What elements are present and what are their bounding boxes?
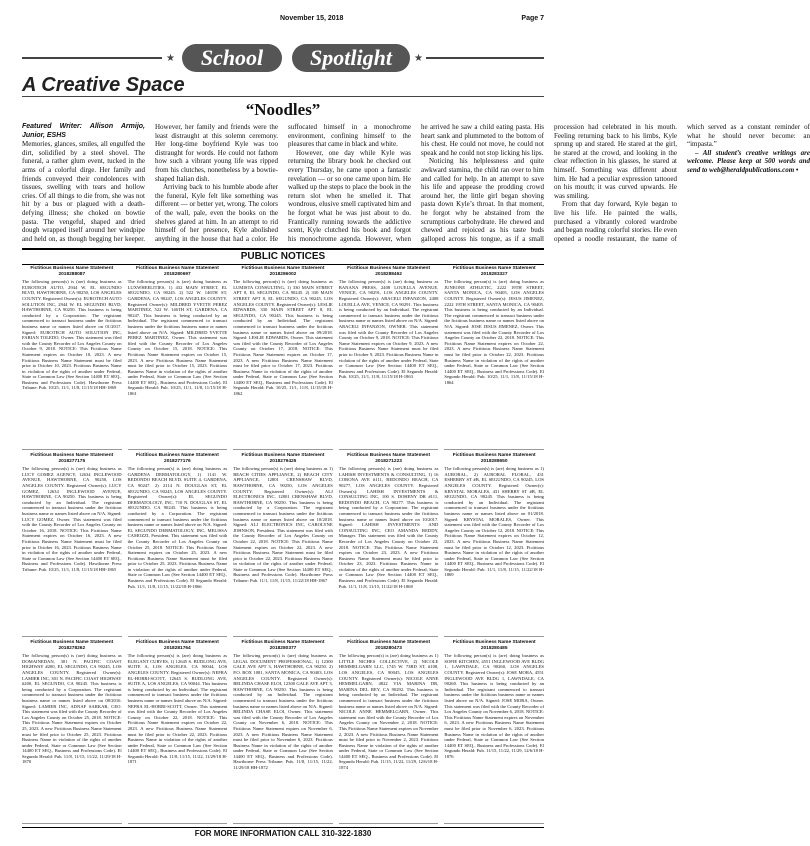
story-paragraph: Memories, glances, smiles, all engulfed the dirt, solidified by a steel shovel. The funeral, a rather glum event, tucked in the arms of a colorful dirge. Her family and friends conveyed their condolences with tissues, swelling with tears and hollow cries. Of all things to die from, she was not hit by a bus or plagued with a death-defying illness; she choked on bowtie pasta. The vengeful, shaped and dried dough wrapped itself around her windpipe and held on, as though begging her keeper. However, her family and friends were the least distraught at this solemn ceremony. Her long-time boyfriend Kyle was too distraught for words. He could not fathom how such a vibrant young life was ripped from his clutches, nonetheless by a bowtie-shaped Italian dish.: [22, 123, 278, 243]
notice-body: The following person(s) is (are) doing business as 1) BEACH CITIES APPLIANCE, 2) BEACH CITY APPLIANCE, 12801 CRENSHAW BLVD, HAWTHORNE, CA 90250, LOS ANGELES COUNTY. Registered Owner(s): ALJ ELECTRONICS INC, 12801 CRENSHAW BLVD, HAWTHORNE, CA 90250. This business is being conducted by a Corporation. The registrant commenced to transact business under the fictitious business name or names listed above on 10/2018. Signed: ALJ ELECTRONICS INC, CAROLYNE JOHNSON, President. This statement was filed with the County Recorder of Los Angeles County on October 22, 2018. NOTICE: This Fictitious Name Statement expires on October 22, 2023. A new Fictitious Business Name Statement must be filed prior to October 22, 2023. Fictitious Business Name in violation of the rights of another under Federal, State or Common Law (See Section 14400 ET SEQ., Business and Professions Code). Hawthorne Press Tribune: Pub. 11/1, 11/8, 11/15, 11/22/18 HH-1867: [233, 466, 333, 584]
star-icon: ★: [414, 53, 423, 64]
banner-rule-right: [426, 57, 544, 59]
public-notice: [128, 266, 228, 450]
story-paragraph: However, one day while Kyle was returning the library book he checked out every Thursday, he came upon a fantastic revelation — or so one came upon him. He walked up the steps to place the book in the return slot when he smelled it. That wondrous, elusive smell captivated him and he forgot what he was just about to do. Frantically running towards the addictive scent, Kyle clutched his book and forgot his monochrome agenda. However, when he arrived he saw a child eating pasta. His heart sank and plummeted to the bottom of his chest. He could not move, he could not speak and he could not stop licking his lips.: [288, 123, 544, 243]
story-title: “Noodles”: [245, 100, 321, 119]
public-notice: [128, 640, 228, 824]
page-number: Page 7: [521, 15, 544, 22]
notice-title: Fictitious Business Name Statement: [347, 266, 431, 271]
notice-number: 2018280697: [164, 271, 191, 277]
star-icon: ★: [166, 53, 175, 64]
notice-number: 2018281764: [164, 645, 191, 651]
notice-body: The following person(s) is (are) doing business as LEGAL DOCUMENT PROFESSIONAL, 1) 12300 GALE AVE APT 3, HAWTHORNE, CA 90250. 2) P.O. BOX 1081, SANTA MONICA, CA 90403, LOS ANGELES COUNTY. Registered Owner(s): BELINDA CHASE ELOI, 12300 GALE AVE APT 3, HAWTHORNE, CA 90250. This business is being conducted by an Individual. The registrant commenced to transact business under the fictitious business name or names listed above on N/A. Signed: BELINDA CHASE ELOI, Owner. This statement was filed with the County Recorder of Los Angeles County on November 6, 2018. NOTICE: This Fictitious Name Statement expires on November 6, 2023. A new Fictitious Business Name Statement must be filed prior to November 6, 2023. Fictitious Business Name in violation of the rights of another under Federal, State or Common Law (See Section 14400 ET SEQ., Business and Professions Code). Hawthorne Press Tribune: Pub. 11/8, 11/15, 11/22, 11/29/18 HH-1872: [233, 653, 333, 771]
story-paragraph: From that day forward, Kyle began to live his life. He painted the walls, purchased a vibrantly colored wardrobe and began reading colorful stories. He even opened a noodle restaurant, the name of which served as a constant reminder of what he should never become: an “impasta.”: [554, 123, 810, 243]
public-notice: [444, 266, 544, 450]
notice-body: The following person(s) is (are) doing business as DOMAINEDAN, 301 N. PACIFIC COAST HIGHWAY #200, EL SEGUNDO, CA 90245, LOS ANGELES COUNTY. Registered Owner(s): LAMIER INC, 301 N. PACIFIC COAST HIGHWAY #200, EL SEGUNDO, CA 90245. This business is being conducted by a Corporation. The registrant commenced to transact business under the fictitious business name or names listed above on 08/2016. Signed: LAMIER INC, ADNAF SARKAR, CEO. This statement was filed with the County Recorder of Los Angeles County on October 25, 2018. NOTICE: This Fictitious Name Statement expires on October 25, 2023. A new Fictitious Business Name Statement must be filed prior to October 25, 2023. Fictitious Business Name in violation of the rights of another under Federal, State or Common Law (See Section 14400 ET SEQ., Business and Professions Code). El Segundo Herald: Pub. 11/8, 11/15, 11/22, 11/29/18 H-1870: [22, 653, 122, 765]
section-banner: [22, 44, 544, 72]
notice-title: Fictitious Business Name Statement: [452, 453, 536, 458]
public-notice: [444, 640, 544, 824]
notice-title: Fictitious Business Name Statement: [135, 640, 219, 645]
notice-number: 2018280377: [269, 645, 297, 651]
notice-body: The following person(s) is (are) doing business as LAHISH INVESTMENTS & CONSULTING, 1) 16 CORONA AVE #111, REDONDO BEACH, CA 90277, LOS ANGELES COUNTY. Registered Owner(s): LAHISH INVESTMENTS & CONSULTING INC, 100 S. DOHENY DR #111, REDONDO BEACH, CA 90277. This business is being conducted by a Corporation. The registrant commenced to transact business under the fictitious business name or names listed above on 10/2017. Signed: LAHISH INVESTMENTS AND CONSULTING INC, CEO AMANDA REDDY, Manager. This statement was filed with the County Recorder of Los Angeles County on October 23, 2018. NOTICE: This Fictitious Name Statement expires on October 23, 2023. A new Fictitious Business Name Statement must be filed prior to October 23, 2023. Fictitious Business Name in violation of the rights of another under Federal, State or Common Law (See Section 14400 ET SEQ., Business and Professions Code). El Segundo Herald: Pub. 11/1, 11/8, 11/15, 11/22/18 H-1868: [338, 466, 439, 589]
notice-number: 2018280473: [375, 645, 402, 651]
page-footer: FOR MORE INFORMATION CALL 310-322-1830: [22, 827, 544, 840]
divider: [22, 96, 544, 97]
public-notice: [22, 266, 122, 450]
notice-number: 2018288462: [375, 271, 402, 277]
notice-number: 2018277176: [164, 458, 191, 464]
public-notice: [128, 453, 228, 637]
notice-body: The following person(s) is (are) doing business as LUXWHEELITIES, 1) 432 MAIN STREET, EL SEGUNDO, CA 90245. 2) 522 W. 146TH ST, GARDENA, CA 90247, LOS ANGELES COUNTY. Registered Owner(s): MILDRED YVETTE PEREZ MARTINEZ, 522 W. 146TH ST, GARDENA, CA 90247. This business is being conducted by an Individual. The registrant commenced to transact business under the fictitious business name or names listed above on N/A. Signed: MILDRED YVETTE PEREZ MARTINEZ, Owner. This statement was filed with the County Recorder of Los Angeles County on October 15, 2018. NOTICE: This Fictitious Name Statement expires on October 15, 2023. A new Fictitious Business Name Statement must be filed prior to October 15, 2023. Fictitious Business Name in violation of the rights of another under Federal, State or Common Law (See Section 14400 ET SEQ., Business and Professions Code). El Segundo Herald: Pub. 10/25, 11/1, 11/8, 11/15/18 H-1861: [127, 279, 228, 397]
public-notice: [233, 453, 333, 637]
notice-body: The following person(s) is (are) doing business as GARDENA DERMATOLOGY, 1) 1141 W. REDONDO BEACH BLVD, SUITE 4, GARDENA, CA 90247. 2) 2114 N. DOUGLAS ST, EL SEGUNDO, CA 90245, LOS ANGELES COUNTY. Registered Owner(s): EL SEGUNDO DERMATOLOGY, INC, 710 N. DOUGLAS ST, EL SEGUNDO, CA 90245. This business is being conducted by a Corporation. The registrant commenced to transact business under the fictitious business name or names listed above on N/A. Signed: EL SEGUNDO DERMATOLOGY, INC, MELISSA CAMOZZI, President. This statement was filed with the County Recorder of Los Angeles County on October 25, 2018. NOTICE: This Fictitious Name Statement expires on October 25, 2023. A new Fictitious Business Name Statement must be filed prior to October 25, 2023. Fictitious Business Name in violation of the rights of another under Federal, State or Common Law (See Section 14400 ET SEQ., Business and Professions Code). El Segundo Herald: Pub. 11/1, 11/8, 11/15, 11/22/18 H-1866: [127, 466, 228, 589]
notice-title: Fictitious Business Name Statement: [452, 640, 536, 645]
notice-body: The following person(s) is (are) doing business as BANANA PRESS, 2408 LOUELLA AVENUE, VENICE, CA 90291, LOS ANGELES COUNTY. Registered Owner(s): ARACELI INFANZON, 2408 LOUELLA AVE, VENICE, CA 90291. This business is being conducted by an Individual. The registrant commenced to transact business under the fictitious business name or names listed above on N/A. Signed: ARACELI INFANZON, OWNER. This statement was filed with the County Recorder of Los Angeles County on October 9, 2018. NOTICE: This Fictitious Name Statement expires on October 9, 2023. A new Fictitious Business Name Statement must be filed prior to October 9, 2023. Fictitious Business Name in violation of the rights of another under Federal, State or Common Law (See Section 14400 ET SEQ., Business and Professions Code). El Segundo Herald: Pub. 10/25, 11/1, 11/8, 11/15/18 H-1863: [338, 279, 439, 380]
public-notice: [444, 453, 544, 637]
notice-number: 2018279425: [269, 458, 297, 464]
notice-body: The following person(s) is (are) doing business as 1) LITTLE NICHES COLLECTIVE, 2) NICOLE HEMMELGARN LLC, 1745 W. 73RD ST, #108, LOS ANGELES, CA 90045, LOS ANGELES COUNTY. Registered Owner(s): NICOLE ANNE HEMMELGARN, 4822 VIA MARINA DR, MARINA DEL REY, CA 90292. This business is being conducted by an Individual. The registrant commenced to transact business under the fictitious business name or names listed above on N/A. Signed: NICOLE ANNE HEMMELGARN, Owner. This statement was filed with the County Recorder of Los Angeles County on November 2, 2018. NOTICE: This Fictitious Name Statement expires on November 2, 2023. A new Fictitious Business Name Statement must be filed prior to November 2, 2023. Fictitious Business Name in violation of the rights of another under Federal, State or Common Law (See Section 14400 ET SEQ., Business and Professions Code). El Segundo Herald: Pub. 11/15, 11/22, 11/29, 12/6/18 H-1874: [338, 653, 439, 771]
notice-body: The following person(s) is (are) doing business as EUROTECH AUTO, 2944 W. EL SEGUNDO BLVD, HAWTHORNE, CA 90250, LOS ANGELES COUNTY. Registered Owner(s): EUROTECH AUTO SOLUTION INC, 2944 W. EL SEGUNDO BLVD, HAWTHORNE, CA 90250. This business is being conducted by a Corporation. The registrant commenced to transact business under the fictitious business name or names listed above on 01/2017. Signed: EUROTECH AUTO SOLUTION INC, FABIAN TOLEDO, Owner. This statement was filed with the County Recorder of Los Angeles County on October 9, 2018. NOTICE: This Fictitious Name Statement expires on October 10, 2023. A new Fictitious Business Name Statement must be filed prior to October 10, 2023. Fictitious Business Name in violation of the rights of another under Federal, State or Common Law (See Section 14400 ET SEQ., Business and Professions Code). Hawthorne Press Tribune: Pub. 10/25, 11/1, 11/8, 11/15/18 HH-1869: [22, 279, 122, 391]
notice-body: The following person(s) is (are) doing business as SOFIE KITCHEN, 4551 INGLEWOOD AVE BLDG 1, LAWNDALE, CA 90260, LOS ANGELES COUNTY. Registered Owner(s): JOSE MORA, 4551 INGLEWOOD AVE BLDG 1, LAWNDALE, CA 90260. This business is being conducted by an Individual. The registrant commenced to transact business under the fictitious business name or names listed above on N/A. Signed: JOSE MORA, Owner. This statement was filed with the County Recorder of Los Angeles County on November 6, 2018. NOTICE: This Fictitious Name Statement expires on November 6, 2023. A new Fictitious Business Name Statement must be filed prior to November 6, 2023. Fictitious Business Name in violation of the rights of another under Federal, State or Common Law (See Section 14400 ET SEQ., Business and Professions Code). El Segundo Herald: Pub. 11/15, 11/22, 11/29, 12/6/18 H-1876: [444, 653, 544, 759]
notice-body: The following person(s) is (are) doing business as JUNEONE ATHLETIC, 2222 19TH STREET, SANTA MONICA, CA 90405, LOS ANGELES COUNTY. Registered Owner(s): JESUS JIMENEZ, 2222 19TH STREET, SANTA MONICA, CA 90405. This business is being conducted by an Individual. The registrant commenced to transact business under the fictitious business name or names listed above on N/A. Signed: JOSE JESUS JIMENEZ, Owner. This statement was filed with the County Recorder of Los Angeles County on October 22, 2018. NOTICE: This Fictitious Name Statement expires on October 22, 2023. A new Fictitious Business Name Statement must be filed prior to October 22, 2023. Fictitious Business Name in violation of the rights of another under Federal, State or Common Law (See Section 14400 ET SEQ., Business and Professions Code). El Segundo Herald: Pub. 10/25, 11/1, 11/8, 11/15/18 H-1864: [444, 279, 544, 385]
public-notice: [339, 453, 439, 637]
notice-number: 2018286002: [269, 271, 297, 277]
banner-rule-left: [22, 57, 162, 59]
notice-title: Fictitious Business Name Statement: [30, 640, 114, 645]
notice-number: 2018271223: [375, 458, 402, 464]
notice-body: The following person(s) is (are) doing business as LUMISTA CONSULTING, 1) 330 MAIN STREET APT 8, EL SEGUNDO, CA 90245. 2) 330 MAIN STREET APT 8, EL SEGUNDO, CA 90245, LOS ANGELES COUNTY. Registered Owner(s): LESLIE EDWARDS, 330 MAIN STREET APT 8, EL SEGUNDO, CA 90245. This business is being conducted by an Individual. The registrant commenced to transact business under the fictitious business name or names listed above on 09/2018. Signed: LESLIE EDWARDS, Owner. This statement was filed with the County Recorder of Los Angeles County on October 17, 2018. NOTICE: This Fictitious Name Statement expires on October 17, 2023. A new Fictitious Business Name Statement must be filed prior to October 17, 2023. Fictitious Business Name in violation of the rights of another under Federal, State or Common Law (See Section 14400 ET SEQ., Business and Professions Code). El Segundo Herald: Pub. 10/25, 11/1, 11/8, 11/15/18 H-1862: [233, 279, 333, 397]
notice-title: Fictitious Business Name Statement: [241, 266, 325, 271]
notice-body: The following person(s) is (are) doing business as ELEGANT CURVES, 1) 12645 S. BUDLONG AVE, SUITE A, LOS ANGELES, CA 90044, LOS ANGELES COUNTY. Registered Owner(s): NEFRA EL-HORRI-SCOTT, 12645 S. BUDLONG AVE, SUITE A, LOS ANGELES, CA 90044. This business is being conducted by an Individual. The registrant commenced to transact business under the fictitious business name or names listed above on N/A. Signed: NEFRA EL-HORRI-SCOTT, Owner. This statement was filed with the County Recorder of Los Angeles County on October 22, 2018. NOTICE: This Fictitious Name Statement expires on October 22, 2023. A new Fictitious Business Name Statement must be filed prior to October 22, 2023. Fictitious Business Name in violation of the rights of another under Federal, State or Common Law (See Section 14400 ET SEQ., Business and Professions Code). El Segundo Herald: Pub. 11/8, 11/15, 11/22, 11/29/18 H-1871: [127, 653, 228, 765]
notice-body: The following person(s) is (are) doing business as 1) AURORAL, 2) AURORAL FLORAL, 431 ESHERRY ST #B, EL SEGUNDO, CA 90245, LOS ANGELES COUNTY. Registered Owner(s): KRYSTAL MORALES, 431 SHERRY ST #B, EL SEGUNDO, CA 90245. This business is being conducted by an Individual. The registrant commenced to transact business under the fictitious business name or names listed above on 01/2018. Signed: KRYSTAL MORALES, Owner. This statement was filed with the County Recorder of Los Angeles County on October 12, 2018. NOTICE: This Fictitious Name Statement expires on October 12, 2023. A new Fictitious Business Name Statement must be filed prior to October 12, 2023. Fictitious Business Name in violation of the rights of another under Federal, State or Common Law (See Section 14400 ET SEQ., Business and Professions Code). El Segundo Herald: Pub. 11/1, 11/8, 11/15, 11/22/18 H-1869: [444, 466, 544, 578]
banner-school: School: [182, 44, 282, 72]
notice-title: Fictitious Business Name Statement: [452, 266, 536, 271]
section-heading: A Creative Space: [22, 74, 185, 96]
banner-spotlight: Spotlight: [292, 44, 410, 72]
notice-title: Fictitious Business Name Statement: [30, 266, 114, 271]
public-notice: [233, 640, 333, 824]
notice-title: Fictitious Business Name Statement: [30, 453, 114, 458]
notice-title: Fictitious Business Name Statement: [135, 453, 219, 458]
public-notice: [339, 640, 439, 824]
notice-number: 2018288650: [480, 458, 508, 464]
public-notice: [22, 640, 122, 824]
notice-number: 2018280485: [480, 645, 508, 651]
public-notice: [22, 453, 122, 637]
notice-number: 2018278262: [58, 645, 86, 651]
page-header: [22, 12, 544, 26]
notice-title: Fictitious Business Name Statement: [241, 453, 325, 458]
public-notices-grid: [22, 266, 544, 824]
public-notice: [233, 266, 333, 450]
issue-date: November 15, 2018: [280, 15, 344, 22]
notice-number: 2018283327: [480, 271, 508, 277]
story-body: [22, 123, 810, 245]
notice-number: 2018288087: [58, 271, 86, 277]
notice-title: Fictitious Business Name Statement: [347, 453, 431, 458]
public-notices-heading: PUBLIC NOTICES: [22, 248, 544, 265]
notice-title: Fictitious Business Name Statement: [241, 640, 325, 645]
story-paragraph: Noticing his helplessness and quite awkward stamina, the child ran over to him and called for help. In an attempt to save his life and appease the prodding crowd around her, the little girl began shoving pasta down Kyle’s throat. In that moment, he forgot why he abstained from the scrumptious carbohydrate. He chewed and chewed and rejoiced as his taste buds galloped across his tongue, as if a small procession had celebrated in his mouth. Feeling returning back to his limbs, Kyle sprung up and stared. He stared at the girl, he stared at the crowd, and looking in the clear reflection in his glasses, he stared at himself. Something was different about him. He had a peculiar expression tattooed on his mouth; it was curved upwards. He was smiling.: [421, 123, 677, 243]
public-notice: [339, 266, 439, 450]
notice-body: The following person(s) is (are) doing business as LUCY GOMEZ AGENCY, 12634 INGLEWOOD AVENUE, HAWTHORNE, CA 90250, LOS ANGELES COUNTY. Registered Owner(s): LUCY GOMEZ, 12634 INGLEWOOD AVENUE, HAWTHORNE, CA 90250. This business is being conducted by an Individual. The registrant commenced to transact business under the fictitious business name or names listed above on N/A. Signed: LUCY GOMEZ, Owner. This statement was filed with the County Recorder of Los Angeles County on October 16, 2018. NOTICE: This Fictitious Name Statement expires on October 16, 2023. A new Fictitious Business Name Statement must be filed prior to October 16, 2023. Fictitious Business Name in violation of the rights of another under Federal, State or Common Law (See Section 14400 ET SEQ., Business and Professions Code). Hawthorne Press Tribune: Pub. 10/25, 11/1, 11/8, 11/15/18 HH-1865: [22, 466, 122, 572]
story-tagline: – All student’s creative writings are welcome. Please keep at 500 words and send to web@heraldpublications.com •: [687, 148, 810, 174]
story-paragraph: Arriving back to his humble abode after the funeral, Kyle felt like something was different — or better yet, wrong. The colors of the wall, pale, even the books on the shelves glared at him. In an attempt to rid himself of her presence, Kyle abolished anything in the house that had a color. He suffocated himself in a monochrome environment, confining himself to the pleasures that came in black and white.: [155, 123, 411, 243]
story-byline: Featured Writer: Allison Armijo, Junior, ESHS: [22, 123, 145, 139]
notice-number: 2018277175: [58, 458, 86, 464]
notice-title: Fictitious Business Name Statement: [135, 266, 219, 271]
notice-title: Fictitious Business Name Statement: [347, 640, 431, 645]
